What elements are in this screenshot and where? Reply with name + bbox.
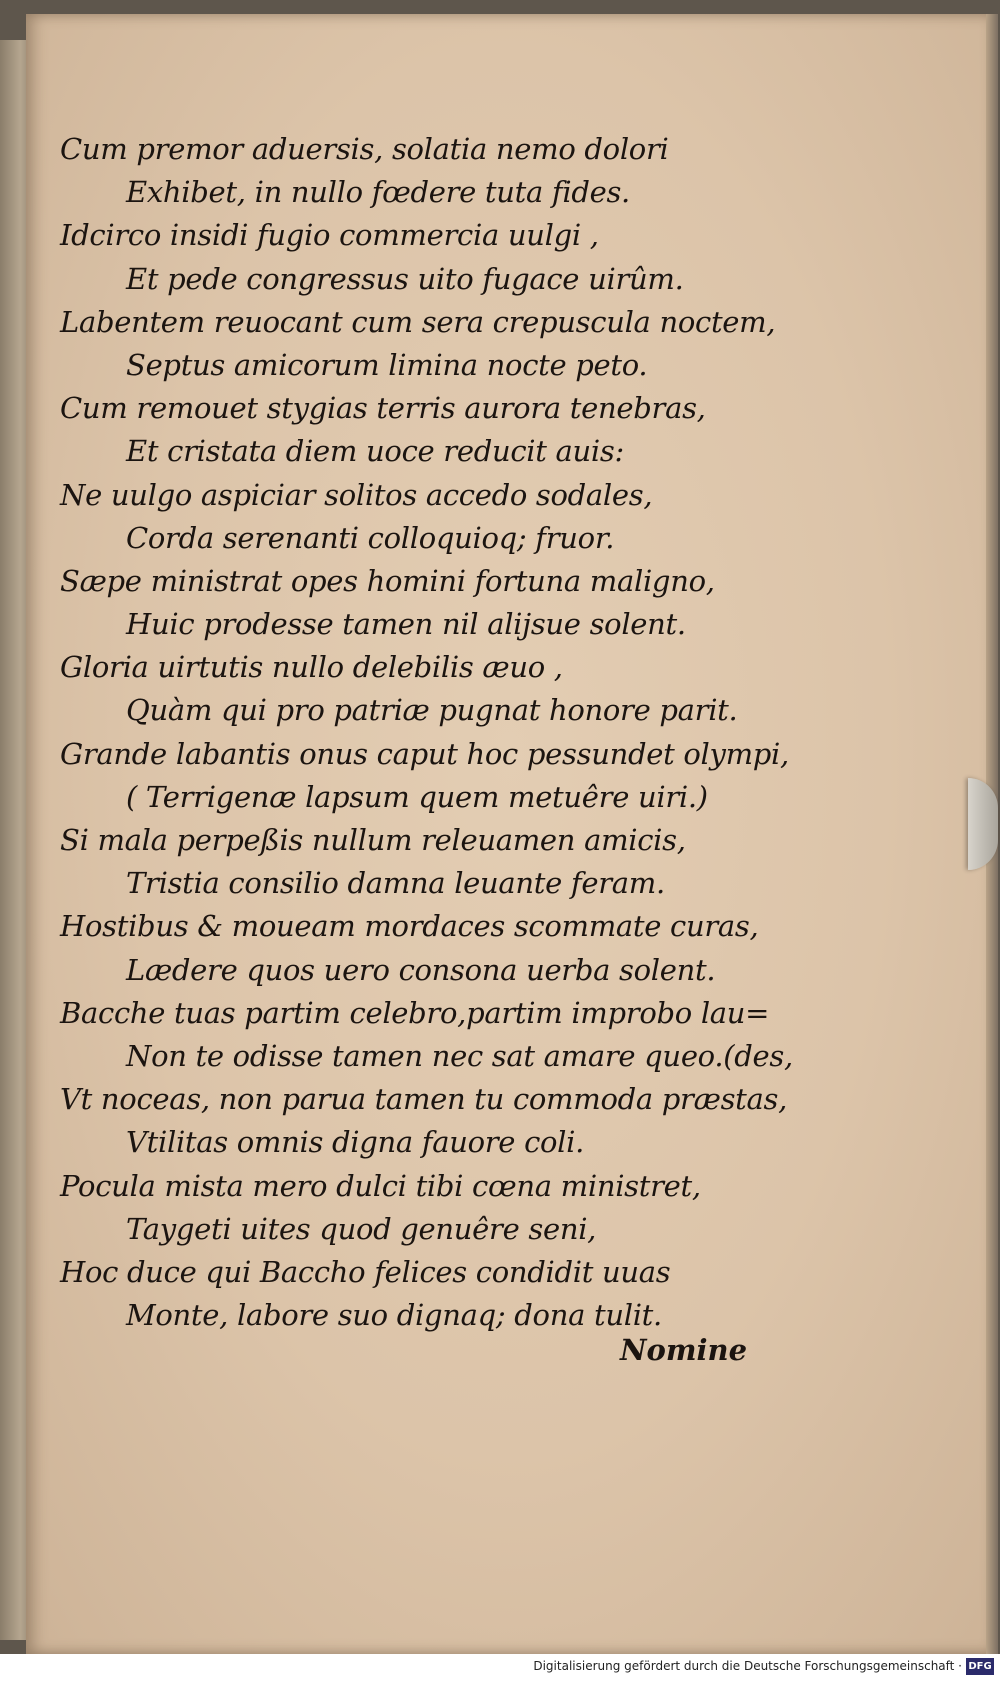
poem-line: Ne uulgo aspiciar solitos accedo sodales, bbox=[60, 477, 653, 512]
poem-line: Hostibus & moueam mordaces scommate curas, bbox=[60, 909, 759, 944]
catchword: Nomine bbox=[620, 1333, 748, 1367]
poem-line: Non te odisse tamen nec sat amare queo.(des, bbox=[126, 1038, 793, 1073]
poem-line: Lædere quos uero consona uerba solent. bbox=[126, 952, 716, 987]
poem-line: Septus amicorum limina nocte peto. bbox=[126, 347, 648, 382]
poem-line: Et pede congressus uito fugace uirûm. bbox=[126, 261, 684, 296]
poem-line: Grande labantis onus caput hoc pessundet olympi, bbox=[60, 736, 789, 771]
poem-line: Quàm qui pro patriæ pugnat honore parit. bbox=[126, 693, 738, 728]
poem-line: Exhibet, in nullo fœdere tuta fides. bbox=[126, 175, 630, 210]
poem-line: ( Terrigenæ lapsum quem metuêre uiri.) bbox=[126, 779, 708, 814]
poem-line: Cum premor aduersis, solatia nemo dolori bbox=[60, 132, 669, 166]
poem-line: Hoc duce qui Baccho felices condidit uuas bbox=[60, 1254, 671, 1289]
poem-line: Sæpe ministrat opes homini fortuna maligno, bbox=[60, 563, 715, 598]
poem-line: Taygeti uites quod genuêre seni, bbox=[126, 1211, 597, 1246]
poem-line: Et cristata diem uoce reducit auis: bbox=[126, 434, 624, 469]
poem-line: Corda serenanti colloquioq; fruor. bbox=[126, 520, 615, 555]
poem-line: Bacche tuas partim celebro,partim improbo lau= bbox=[60, 995, 770, 1030]
digitization-footer bbox=[0, 1654, 1000, 1681]
poem-line: Tristia consilio damna leuante feram. bbox=[126, 866, 665, 901]
poem-text bbox=[60, 128, 793, 1337]
poem-line: Gloria uirtutis nullo delebilis æuo , bbox=[60, 650, 563, 685]
poem-line: Vtilitas omnis digna fauore coli. bbox=[126, 1125, 585, 1160]
poem-line: Cum remouet stygias terris aurora tenebras, bbox=[60, 391, 706, 426]
poem-line: Vt noceas, non parua tamen tu commoda præstas, bbox=[60, 1082, 787, 1117]
poem-line: Pocula mista mero dulci tibi cœna ministret, bbox=[60, 1168, 701, 1203]
poem-line: Si mala perpeßis nullum releuamen amicis, bbox=[60, 823, 686, 857]
poem-line: Idcirco insidi fugio commercia uulgi , bbox=[60, 218, 599, 253]
poem-line: Monte, labore suo dignaq; dona tulit. bbox=[126, 1298, 662, 1333]
funding-credit: Digitalisierung gefördert durch die Deutsche Forschungsgemeinschaft · bbox=[533, 1659, 962, 1673]
dfg-logo: DFG bbox=[966, 1658, 994, 1675]
poem-line: Huic prodesse tamen nil alijsue solent. bbox=[126, 607, 686, 642]
poem-line: Labentem reuocant cum sera crepuscula noctem, bbox=[60, 304, 776, 339]
